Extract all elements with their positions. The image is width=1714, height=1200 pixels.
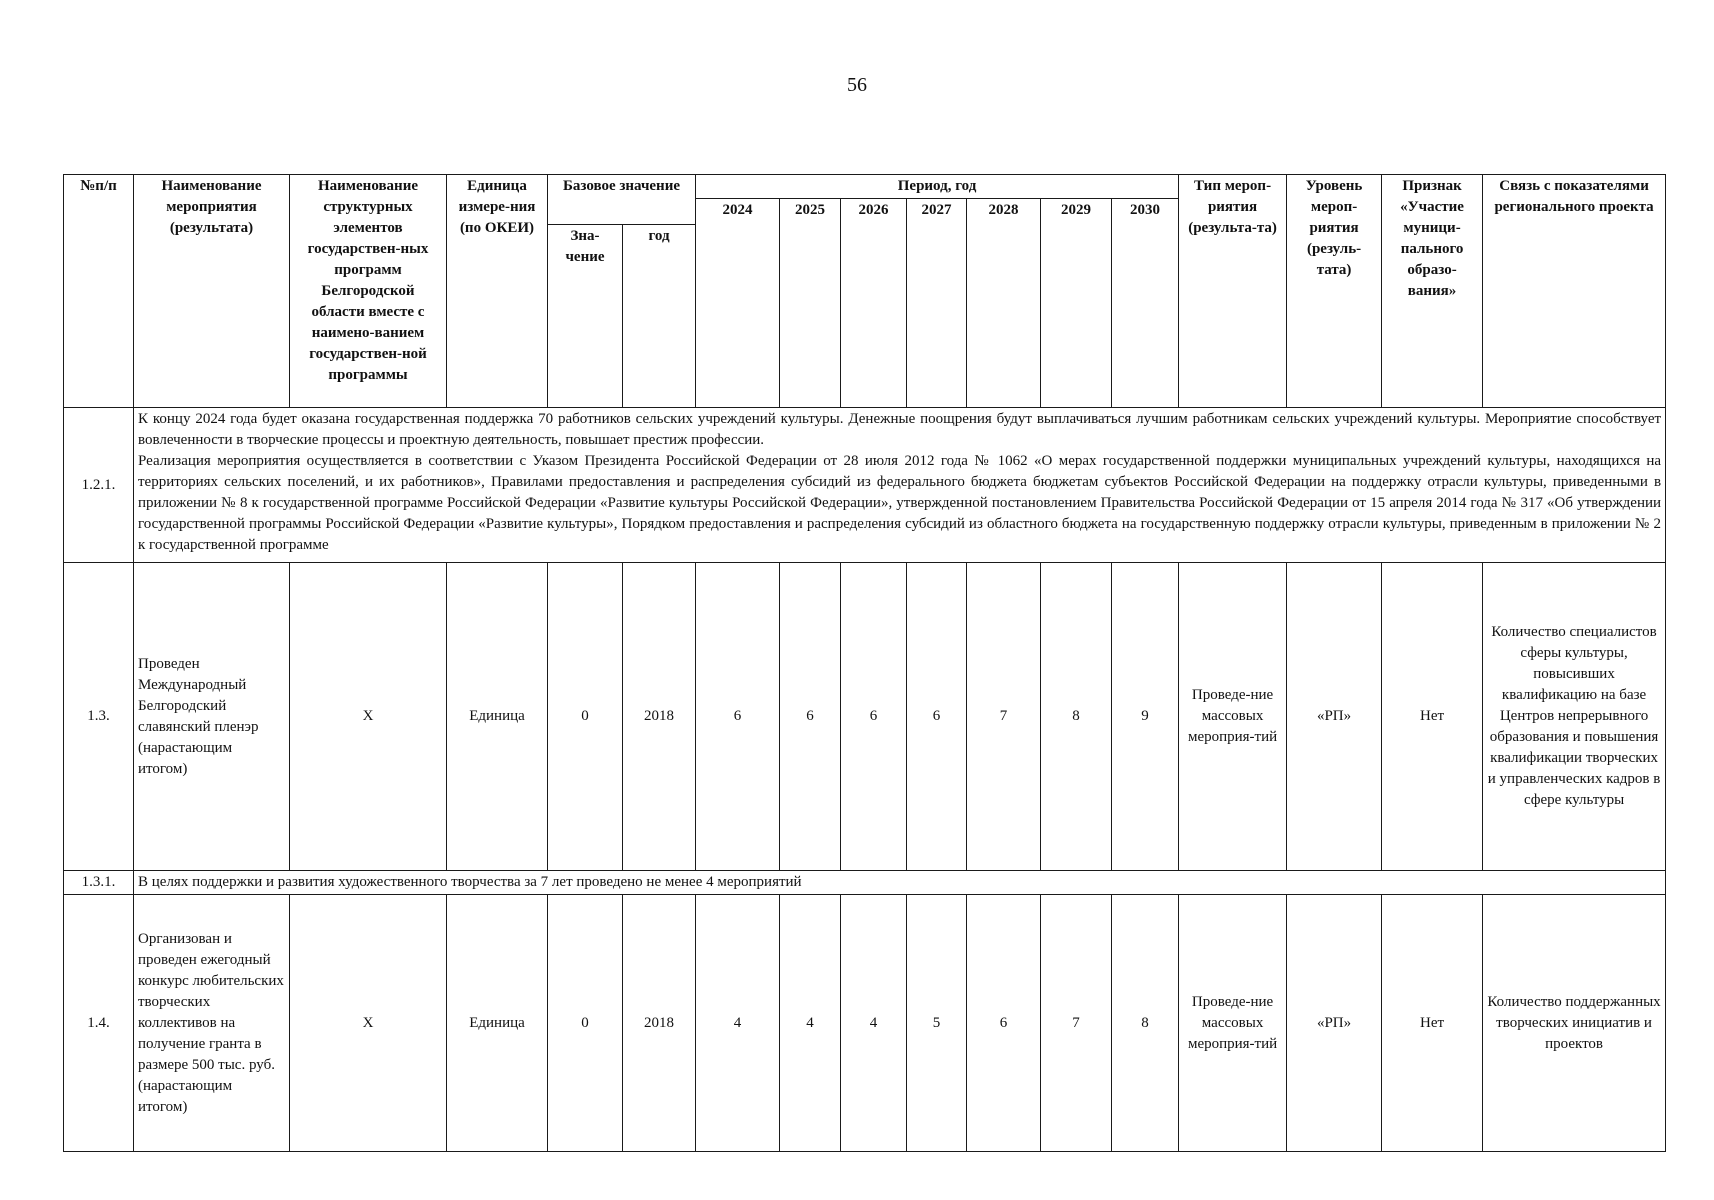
- row-year-value: 8: [1112, 895, 1179, 1152]
- table-row: [64, 895, 1666, 1152]
- measures-table: [63, 174, 1666, 1152]
- row-num: 1.4.: [64, 895, 134, 1152]
- header-year: 2025: [780, 199, 841, 408]
- header-struct: Наименование структурных элементов государствен-ных программ Белгородской области вместе с наимено-ванием государствен-ной программы: [290, 175, 447, 408]
- header-link: Связь с показателями регионального проекта: [1483, 175, 1666, 408]
- row-level: «РП»: [1287, 895, 1382, 1152]
- row-unit: Единица: [447, 895, 548, 1152]
- row-year-value: 7: [967, 563, 1041, 871]
- row-link: Количество поддержанных творческих инициатив и проектов: [1483, 895, 1666, 1152]
- row-year-value: 6: [780, 563, 841, 871]
- row-description: В целях поддержки и развития художественного творчества за 7 лет проведено не менее 4 мероприятий: [134, 871, 1666, 895]
- row-year-value: 4: [841, 895, 907, 1152]
- table-row: [64, 408, 1666, 563]
- row-year-value: 4: [780, 895, 841, 1152]
- row-year-value: 7: [1041, 895, 1112, 1152]
- row-year-value: 6: [907, 563, 967, 871]
- table-row: [64, 871, 1666, 895]
- row-num: 1.3.1.: [64, 871, 134, 895]
- row-base-value: 0: [548, 563, 623, 871]
- header-num: №п/п: [64, 175, 134, 408]
- row-base-value: 0: [548, 895, 623, 1152]
- row-description: [134, 408, 1666, 563]
- header-year: 2027: [907, 199, 967, 408]
- row-sign: Нет: [1382, 563, 1483, 871]
- row-name: Проведен Международный Белгородский славянский пленэр (нарастающим итогом): [134, 563, 290, 871]
- header-year: 2029: [1041, 199, 1112, 408]
- row-year-value: 6: [696, 563, 780, 871]
- table-row: [64, 563, 1666, 871]
- row-unit: Единица: [447, 563, 548, 871]
- header-unit: Единица измере-ния (по ОКЕИ): [447, 175, 548, 408]
- description-paragraph: К концу 2024 года будет оказана государственная поддержка 70 работников сельских учреждений культуры. Денежные поощрения будут выплачиваться лучшим работникам сельских учреждений культуры. Мероприятие способствует вовлеченности в творческие процессы и проектную деятельность, повышает престиж профессии.: [138, 411, 1662, 448]
- row-base-year: 2018: [623, 563, 696, 871]
- header-year: 2026: [841, 199, 907, 408]
- header-year: 2028: [967, 199, 1041, 408]
- row-struct: X: [290, 563, 447, 871]
- header-year: 2024: [696, 199, 780, 408]
- description-paragraph: Реализация мероприятия осуществляется в соответствии с Указом Президента Российской Федерации от 28 июля 2012 года № 1062 «О мерах государственной поддержки муниципальных учреждений культуры, находящихся на территориях сельских поселений, и их работников», Правилами предоставления и распределения субсидий из федерального бюджета бюджетам субъектов Российской Федерации на поддержку отрасли культуры, приведенными в приложении № 8 к государственной программе Российской Федерации «Развитие культуры Российской Федерации», утвержденной постановлением Правительства Российской Федерации от 15 апреля 2014 года № 317 «Об утверждении государственной программы Российской Федерации «Развитие культуры», Порядком предоставления и распределения субсидий из областного бюджета на государственную поддержку отрасли культуры, приведенным в приложении № 2 к государственной программе: [138, 453, 1662, 553]
- row-num: 1.2.1.: [64, 408, 134, 563]
- row-type: Проведе-ние массовых мероприя-тий: [1179, 895, 1287, 1152]
- header-base-year: год: [623, 225, 696, 408]
- header-base-value: Зна-чение: [548, 225, 623, 408]
- header-name: Наименование мероприятия (результата): [134, 175, 290, 408]
- page-number: 56: [847, 74, 867, 96]
- row-name: Организован и проведен ежегодный конкурс любительских творческих коллективов на получение гранта в размере 500 тыс. руб. (нарастающим итогом): [134, 895, 290, 1152]
- header-period: Период, год: [696, 175, 1179, 199]
- row-year-value: 8: [1041, 563, 1112, 871]
- row-year-value: 4: [696, 895, 780, 1152]
- header-sign: Признак «Участие муници-пального образо-вания»: [1382, 175, 1483, 408]
- row-year-value: 6: [967, 895, 1041, 1152]
- header-year: 2030: [1112, 199, 1179, 408]
- row-link: Количество специалистов сферы культуры, повысивших квалификацию на базе Центров непрерывного образования и повышения квалификации творческих и управленческих кадров в сфере культуры: [1483, 563, 1666, 871]
- header-type: Тип мероп-риятия (результа-та): [1179, 175, 1287, 408]
- row-type: Проведе-ние массовых мероприя-тий: [1179, 563, 1287, 871]
- row-level: «РП»: [1287, 563, 1382, 871]
- header-base: Базовое значение: [548, 175, 696, 225]
- row-num: 1.3.: [64, 563, 134, 871]
- row-year-value: 6: [841, 563, 907, 871]
- row-year-value: 9: [1112, 563, 1179, 871]
- row-base-year: 2018: [623, 895, 696, 1152]
- row-struct: X: [290, 895, 447, 1152]
- header-level: Уровень мероп-риятия (резуль-тата): [1287, 175, 1382, 408]
- row-year-value: 5: [907, 895, 967, 1152]
- row-sign: Нет: [1382, 895, 1483, 1152]
- header-row-1: [64, 175, 1666, 199]
